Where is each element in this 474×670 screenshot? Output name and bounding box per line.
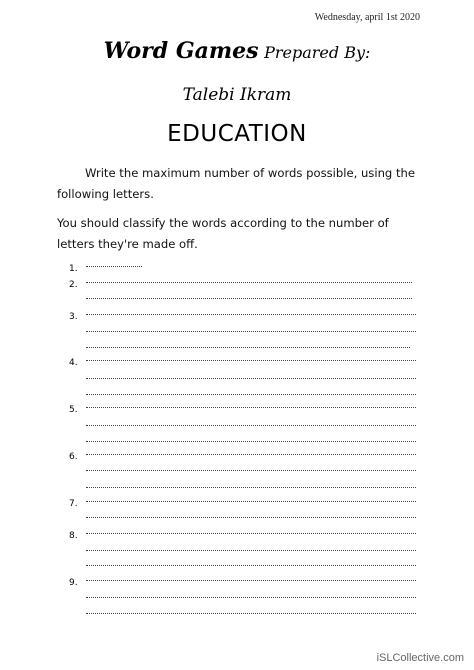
answer-line[interactable] (86, 393, 416, 395)
list-number: 1. (69, 264, 78, 274)
target-word: EDUCATION (167, 121, 307, 147)
date: Wednesday, april 1st 2020 (314, 12, 420, 23)
answer-line[interactable] (86, 424, 416, 426)
list-number: 7. (69, 499, 78, 509)
list-number: 4. (69, 358, 78, 368)
answer-line[interactable] (86, 532, 416, 534)
answer-line[interactable] (86, 564, 416, 566)
instruction-1: Write the maximum number of words possible, using the following letters. (57, 166, 415, 201)
answer-line[interactable] (86, 359, 416, 361)
answer-line[interactable] (86, 406, 416, 408)
answer-line[interactable] (86, 346, 410, 348)
list-number: 5. (69, 405, 78, 415)
title-main: Word Games (103, 38, 259, 64)
answer-line[interactable] (86, 281, 412, 283)
list-number: 2. (69, 280, 78, 290)
answer-line[interactable] (86, 579, 416, 581)
author-name: Talebi Ikram (182, 85, 292, 105)
title-suffix: Prepared By: (264, 43, 371, 62)
answer-line[interactable] (86, 330, 416, 332)
answer-line[interactable] (86, 440, 416, 442)
answer-line[interactable] (86, 297, 412, 299)
answer-line[interactable] (86, 265, 142, 267)
answer-line[interactable] (86, 486, 416, 488)
list-number: 9. (69, 578, 78, 588)
answer-line[interactable] (86, 377, 416, 379)
answer-line[interactable] (86, 469, 416, 471)
answer-line[interactable] (86, 500, 416, 502)
answer-line[interactable] (86, 516, 416, 518)
answer-line[interactable] (86, 313, 416, 315)
list-number: 3. (69, 312, 78, 322)
answer-line[interactable] (86, 453, 416, 455)
answer-line[interactable] (86, 596, 416, 598)
answer-line[interactable] (86, 612, 416, 614)
answer-line[interactable] (86, 549, 416, 551)
list-number: 8. (69, 531, 78, 541)
footer-watermark: iSLCollective.com (376, 652, 464, 664)
list-number: 6. (69, 452, 78, 462)
instruction-2: You should classify the words according to the number of letters they're made off. (57, 216, 389, 251)
